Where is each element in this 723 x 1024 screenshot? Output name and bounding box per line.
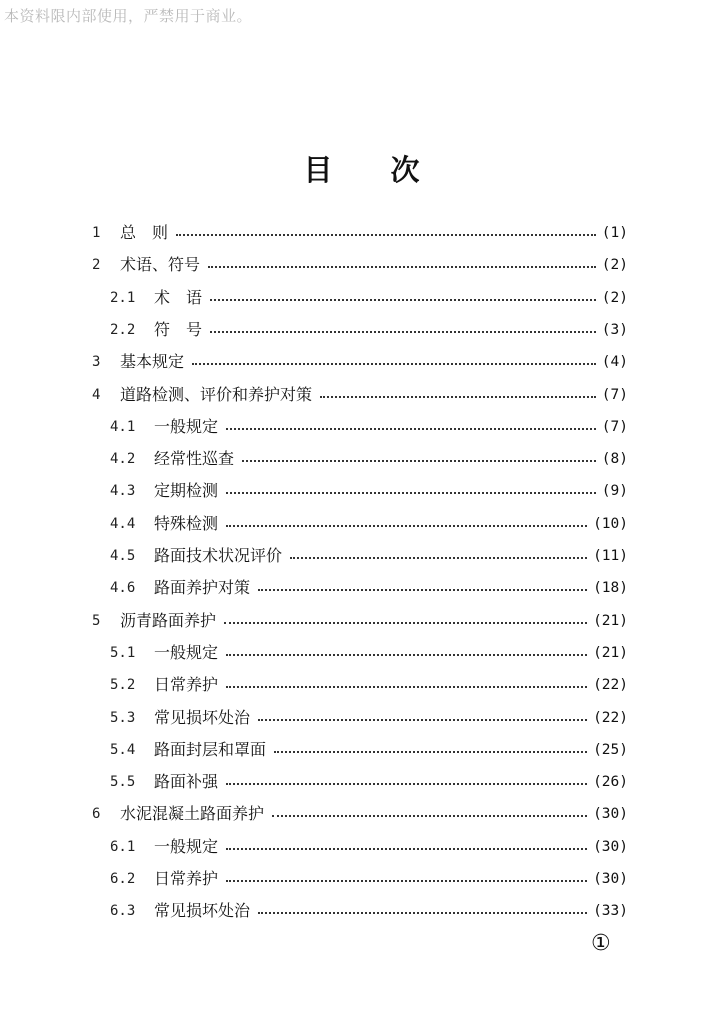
dot-leader	[226, 428, 596, 430]
toc-entry-page: (10)	[593, 515, 628, 532]
dot-leader	[226, 783, 587, 785]
toc-entry-label: 术语、符号	[120, 255, 201, 275]
watermark-text: 本资料限内部使用，严禁用于商业。	[4, 7, 253, 25]
toc-entry-number: 2	[92, 257, 101, 274]
toc-entry-number: 2.1	[110, 289, 136, 306]
toc-entry-number: 4.4	[110, 515, 136, 532]
dot-leader	[226, 880, 587, 882]
dot-leader	[226, 848, 587, 850]
toc-entry-number: 3	[92, 354, 101, 371]
toc-entry[interactable]	[110, 478, 628, 504]
toc-entry-page: (2)	[601, 257, 628, 274]
toc-entry[interactable]	[110, 834, 628, 860]
toc-entry[interactable]	[110, 672, 628, 698]
toc-entry-label: 经常性巡查	[154, 449, 235, 469]
toc-entry-label: 术 语	[154, 287, 203, 307]
toc-entry-label: 路面养护对策	[154, 578, 251, 598]
page-number: ①	[591, 931, 611, 956]
dot-leader	[258, 589, 587, 591]
dot-leader	[242, 460, 596, 462]
toc-entry-label: 日常养护	[154, 675, 219, 695]
toc-entry-label: 沥青路面养护	[120, 610, 217, 630]
toc-entry-page: (25)	[593, 741, 628, 758]
dot-leader	[226, 525, 587, 527]
toc-entry[interactable]	[92, 382, 628, 408]
toc-entry-label: 路面补强	[154, 772, 219, 792]
toc-entry-label: 常见损坏处治	[154, 707, 251, 727]
toc-entry-page: (4)	[601, 354, 628, 371]
dot-leader	[208, 266, 596, 268]
dot-leader	[210, 299, 596, 301]
toc-entry-label: 水泥混凝土路面养护	[120, 804, 265, 824]
toc-entry[interactable]	[92, 220, 628, 246]
dot-leader	[226, 492, 596, 494]
toc-entry-page: (21)	[593, 644, 628, 661]
toc-entry-page: (30)	[593, 838, 628, 855]
toc-entry-number: 5	[92, 612, 101, 629]
toc-entry[interactable]	[110, 511, 628, 537]
toc-entry-label: 常见损坏处治	[154, 901, 251, 921]
toc-entry-page: (30)	[593, 806, 628, 823]
toc-entry-label: 总 则	[120, 223, 169, 242]
dot-leader	[272, 815, 587, 817]
toc-entry-page: (7)	[601, 386, 628, 403]
toc-entry-page: (2)	[601, 289, 628, 306]
toc-entry-number: 6	[92, 806, 101, 823]
toc-entry-page: (18)	[593, 580, 628, 597]
dot-leader	[258, 719, 587, 721]
toc-entry[interactable]	[110, 866, 628, 892]
toc-entry-number: 4.3	[110, 483, 136, 500]
toc-entry[interactable]	[110, 640, 628, 666]
toc-entry-number: 4.1	[110, 418, 136, 435]
toc-entry-number: 1	[92, 225, 101, 241]
toc-entry-label: 日常养护	[154, 869, 219, 888]
page-title: 目 次	[303, 153, 444, 187]
toc-entry-number: 4.5	[110, 548, 136, 564]
toc-entry-number: 5.4	[110, 741, 136, 758]
toc-entry-number: 4.6	[110, 580, 136, 597]
toc-entry[interactable]	[92, 608, 628, 634]
toc-entry-page: (1)	[601, 225, 628, 241]
toc-entry-page: (33)	[593, 903, 628, 920]
toc-entry[interactable]	[110, 446, 628, 472]
toc-entry-page: (3)	[601, 321, 628, 338]
toc-entry-number: 5.2	[110, 677, 136, 694]
toc-entry-label: 一般规定	[154, 836, 219, 856]
dot-leader	[320, 396, 596, 398]
toc-entry[interactable]	[92, 801, 628, 827]
toc-entry-number: 6.3	[110, 903, 136, 920]
toc-entry-number: 2.2	[110, 321, 136, 338]
toc-entry-page: (26)	[593, 774, 628, 791]
toc-entry[interactable]	[110, 414, 628, 440]
toc-entry-page: (7)	[601, 418, 628, 435]
dot-leader	[290, 557, 587, 559]
toc-entry-label: 一般规定	[154, 416, 219, 436]
toc-entry-number: 4.2	[110, 451, 136, 468]
toc-entry-number: 6.2	[110, 871, 136, 887]
dot-leader	[258, 912, 587, 914]
toc-entry-page: (22)	[593, 709, 628, 726]
toc-entry-label: 路面技术状况评价	[154, 546, 283, 565]
toc-entry-label: 定期检测	[154, 481, 219, 501]
toc-entry-page: (22)	[593, 677, 628, 694]
toc-entry[interactable]	[92, 252, 628, 278]
toc-entry-page: (9)	[601, 483, 628, 500]
toc-entry-number: 5.5	[110, 774, 136, 791]
toc-entry[interactable]	[92, 349, 628, 375]
toc-entry[interactable]	[110, 575, 628, 601]
toc-entry[interactable]	[110, 317, 628, 343]
toc-entry[interactable]	[110, 543, 628, 569]
dot-leader	[226, 654, 587, 656]
toc-entry[interactable]	[110, 285, 628, 311]
dot-leader	[226, 686, 587, 688]
toc-entry[interactable]	[110, 737, 628, 763]
dot-leader	[192, 363, 596, 365]
toc-entry-number: 6.1	[110, 838, 136, 855]
toc-entry-label: 符 号	[154, 319, 203, 339]
dot-leader	[224, 622, 587, 624]
toc-entry-number: 4	[92, 386, 101, 403]
toc-entry-page: (21)	[593, 612, 628, 629]
toc-entry-page: (11)	[593, 548, 628, 564]
toc-entry-page: (30)	[593, 871, 628, 887]
toc-entry-label: 基本规定	[120, 352, 185, 372]
toc-entry[interactable]	[110, 898, 628, 924]
toc-entry-number: 5.3	[110, 709, 136, 726]
toc-entry-label: 路面封层和罩面	[154, 739, 267, 759]
toc-entry[interactable]	[110, 705, 628, 731]
toc-entry-label: 一般规定	[154, 642, 219, 662]
toc-entry-page: (8)	[601, 451, 628, 468]
dot-leader	[210, 331, 596, 333]
toc-entry-label: 道路检测、评价和养护对策	[120, 384, 313, 404]
dot-leader	[176, 234, 596, 236]
toc-entry[interactable]	[110, 769, 628, 795]
dot-leader	[274, 751, 587, 753]
toc-entry-number: 5.1	[110, 644, 136, 661]
toc-entry-label: 特殊检测	[154, 513, 219, 533]
